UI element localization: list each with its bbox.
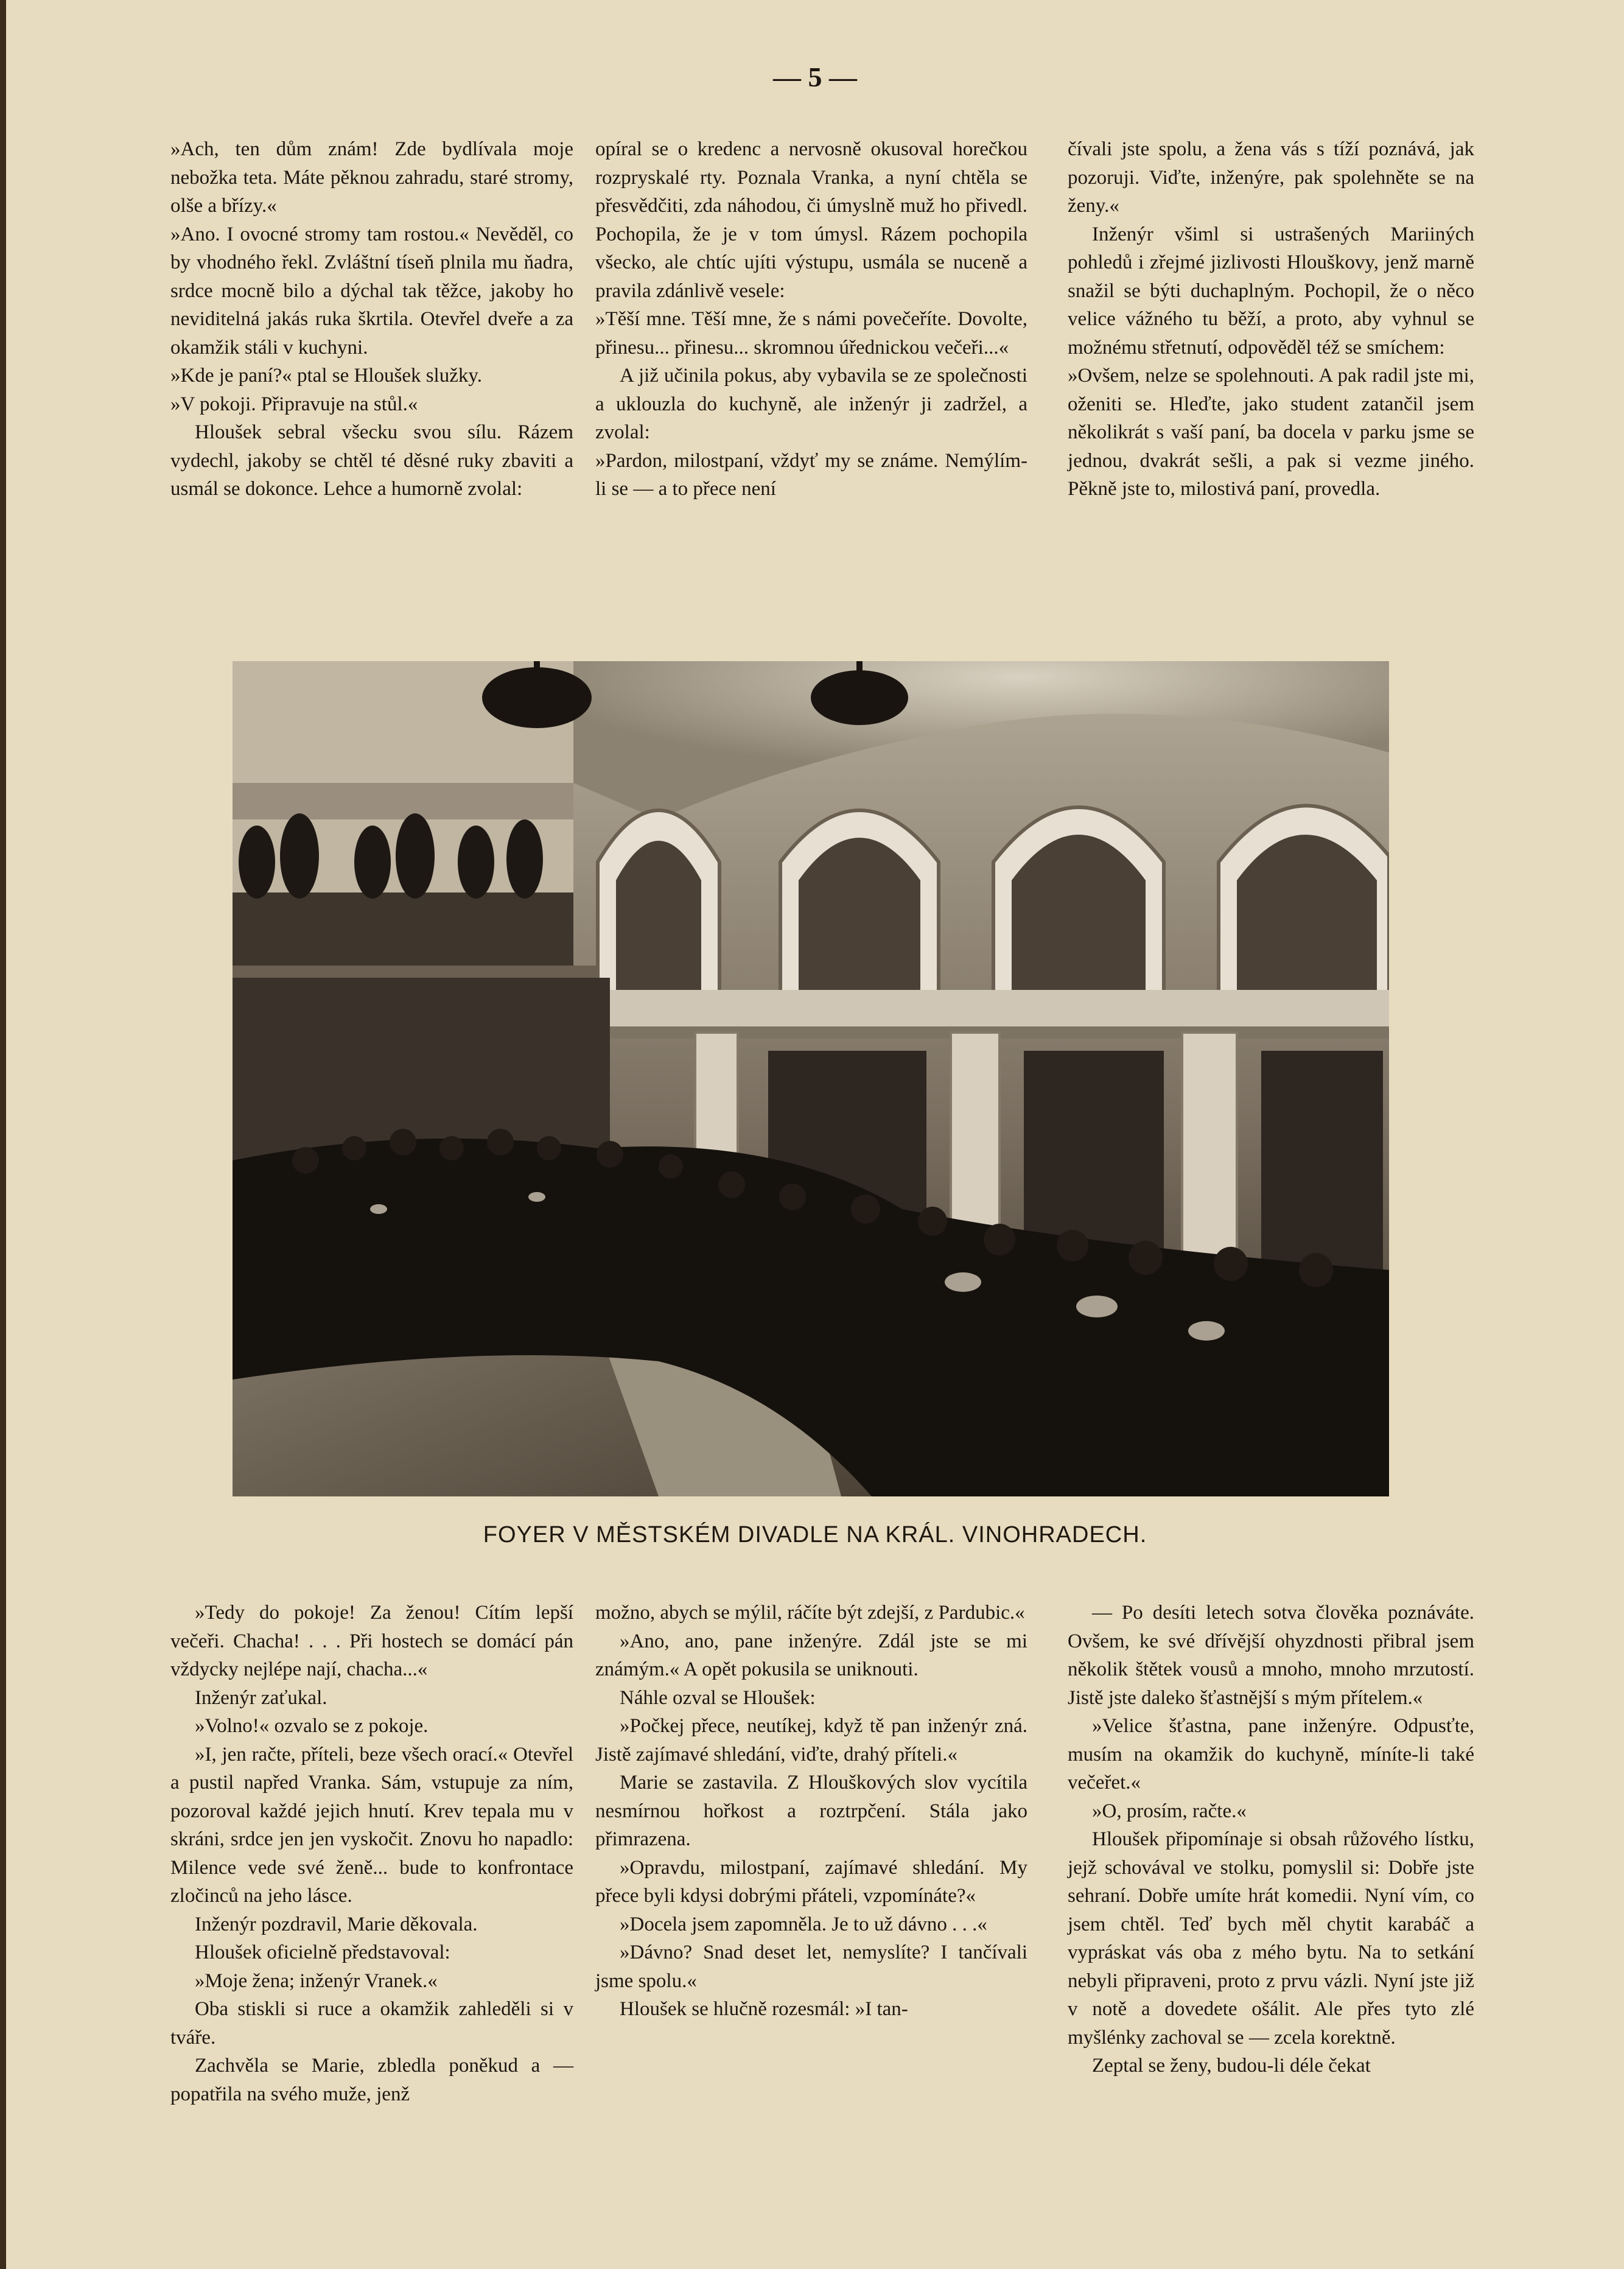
top-column-3 <box>1068 135 1474 503</box>
photo-caption: FOYER V MĚSTSKÉM DIVADLE NA KRÁL. VINOHRADECH. <box>483 1522 1147 1548</box>
foyer-photograph <box>233 661 1389 1496</box>
paragraph: Hloušek se hlučně rozesmál: »I tan- <box>620 1998 908 2020</box>
paragraph: »Opravdu, milostpaní, zajímavé shledání. My přece byli kdysi dobrými přáteli, vzpomínáte?« <box>595 1856 1027 1907</box>
paragraph: Zeptal se ženy, budou-li déle čekat <box>1092 2055 1371 2077</box>
paragraph: »Počkej přece, neutíkej, když tě pan inženýr zná. Jistě zajímavé shledání, viďte, drahý příteli.« <box>595 1715 1027 1766</box>
paragraph: Inženýr zaťukal. <box>195 1686 327 1709</box>
page-number: — 5 — <box>773 61 857 93</box>
paragraph: Inženýr pozdravil, Marie děkovala. <box>195 1913 478 1935</box>
paragraph: opíral se o kredenc a nervosně okusoval horečkou rozpryskalé rty. Poznala Vranka, a nyní chtěla se přesvědčiti, zda náhodou, či úmyslně muž ho přivedl. Pochopila, že je v tom úmysl. Rázem pochopila všecko, ale chtíc ujíti výstupu, usmála se nuceně a pravila zdánlivě vesele: <box>595 138 1027 302</box>
paragraph: — Po desíti letech sotva člověka poznáváte. Ovšem, ke své dřívější ohyzdnosti přibral jsem několik štětek vousů a mnoho, mnoho mrzutostí. Jistě jste daleko šťastnější s mým přítelem.« <box>1068 1602 1474 1709</box>
bottom-column-1 <box>170 1599 573 2108</box>
paragraph: »V pokoji. Připravuje na stůl.« <box>170 393 418 415</box>
paragraph: Marie se zastavila. Z Hlouškových slov vycítila nesmírnou hořkost a roztrpčení. Stála jako přimrazena. <box>595 1772 1027 1850</box>
magazine-page <box>6 0 1624 2269</box>
bottom-column-3 <box>1068 1599 1474 2080</box>
paragraph: možno, abych se mýlil, ráčíte být zdejší, z Pardubic.« <box>595 1602 1025 1624</box>
paragraph: »I, jen račte, příteli, beze všech orací.« Otevřel a pustil napřed Vranka. Sám, vstupuje za ním, pozoroval každé jejich hnutí. Krev tepala mu v skráni, srdce jen jen vyskočit. Znovu ho napadlo: Milence vede své ženě... bude to konfrontace zločinců na jeho lásce. <box>170 1743 573 1907</box>
paragraph: »Pardon, milostpaní, vždyť my se známe. Nemýlím-li se — a to přece není <box>595 449 1027 500</box>
top-column-1 <box>170 135 573 503</box>
paragraph: Hloušek připomínaje si obsah růžového lístku, jejž schovával ve stolku, pomyslil si: Dobře jste sehraní. Dobře umíte hrát komedii. Nyní vím, co jsem chtěl. Teď bych měl chytit karabáč a vypráskat vás oba z mého bytu. Na to setkání nebyli připraveni, proto z prvu vázli. Nyní jste již v notě a dovedete ošálit. Ale přes tyto zlé myšlénky zachoval se — zcela korektně. <box>1068 1828 1474 2049</box>
paragraph: »Ano, ano, pane inženýre. Zdál jste se mi známým.« A opět pokusila se uniknouti. <box>595 1630 1027 1680</box>
paragraph: Hloušek sebral všecku svou sílu. Rázem vydechl, jakoby se chtěl té děsné ruky zbaviti a usmál se dokonce. Lehce a humorně zvolal: <box>170 421 573 500</box>
paragraph: Oba stiskli si ruce a okamžik zahleděli si v tváře. <box>170 1998 573 2049</box>
paragraph: Hloušek oficielně představoval: <box>195 1941 450 1963</box>
paragraph: »Moje žena; inženýr Vranek.« <box>195 1969 438 1992</box>
paragraph: Náhle ozval se Hloušek: <box>620 1686 816 1709</box>
top-column-2 <box>595 135 1027 503</box>
paragraph: »Velice šťastna, pane inženýre. Odpusťte, musím na okamžik do kuchyně, míníte-li také večeřet.« <box>1068 1715 1474 1794</box>
paragraph: »Volno!« ozvalo se z pokoje. <box>195 1715 429 1737</box>
paragraph: »Ach, ten dům znám! Zde bydlívala moje nebožka teta. Máte pěknou zahradu, staré stromy, olše a břízy.« <box>170 138 573 217</box>
paragraph: čívali jste spolu, a žena vás s tíží poznává, jak pozoruji. Viďte, inženýre, pak spolehněte se na ženy.« <box>1068 138 1474 217</box>
paragraph: Zachvěla se Marie, zbledla poněkud a — popatřila na svého muže, jenž <box>170 2055 573 2105</box>
paragraph: »Dávno? Snad deset let, nemyslíte? I tančívali jsme spolu.« <box>595 1941 1027 1992</box>
paragraph: »Ano. I ovocné stromy tam rostou.« Nevěděl, co by vhodného řekl. Zvláštní tíseň plnila mu ňadra, srdce mocně bilo a dýchal tak těžce, jakoby ho neviditelná jakás ruka škrtila. Otevřel dveře a za okamžik stáli v kuchyni. <box>170 223 573 359</box>
paragraph: Inženýr všiml si ustrašených Mariiných pohledů i zřejmé jizlivosti Hlouškovy, jenž marně snažil se býti duchaplným. Pochopil, že o něco velice vážného tu běží, a proto, aby vyhnul se možnému střetnutí, odpověděl též se smíchem: <box>1068 223 1474 359</box>
paragraph: »Tedy do pokoje! Za ženou! Cítím lepší večeři. Chacha! . . . Při hostech se domácí pán vždycky nejlépe nají, chacha...« <box>170 1602 573 1680</box>
paragraph: »Kde je paní?« ptal se Hloušek služky. <box>170 365 482 387</box>
page-spine-shadow <box>0 0 6 2269</box>
bottom-column-2 <box>595 1599 1027 2024</box>
paragraph: »Docela jsem zapomněla. Je to už dávno . . .« <box>620 1913 987 1935</box>
paragraph: A již učinila pokus, aby vybavila se ze společnosti a uklouzla do kuchyně, ale inženýr ji zadržel, a zvolal: <box>595 365 1027 443</box>
paragraph: »O, prosím, račte.« <box>1092 1800 1247 1822</box>
paragraph: »Ovšem, nelze se spolehnouti. A pak radil jste mi, oženiti se. Hleďte, jako student zatančil jsem několikrát s vaší paní, ba docela v parku jsme se jednou, dvakrát sešli, a pak si vezme jiného. Pěkně jste to, milostivá paní, provedla. <box>1068 365 1474 500</box>
paragraph: »Těší mne. Těší mne, že s námi povečeříte. Dovolte, přinesu... přinesu... skromnou úřednickou večeři...« <box>595 308 1027 359</box>
